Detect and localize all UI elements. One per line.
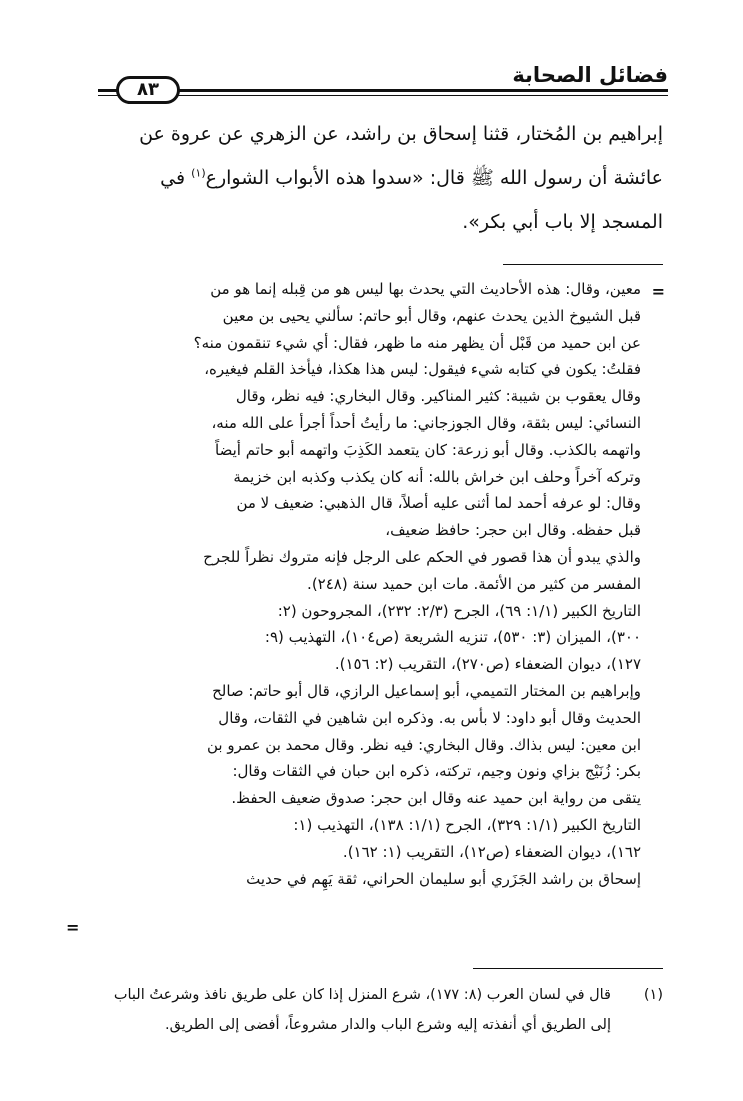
main-line-text: عائشة أن رسول الله ﷺ قال: «سدوا هذه الأبواب الشوارع <box>205 167 663 189</box>
note-line: ٣٠٠)، الميزان (٣: ٥٣٠)، تنزيه الشريعة (ص١٠٤)، التهذيب (٩: <box>264 628 641 647</box>
continuation-mark: = <box>651 282 665 301</box>
note-line: وإبراهيم بن المختار التميمي، أبو إسماعيل الرازي، قال أبو حاتم: صالح <box>212 681 641 700</box>
main-line-end: في <box>160 167 192 189</box>
note-line: ابن معين: ليس بذاك. وقال البخاري: فيه نظر. وقال محمد بن عمرو بن <box>207 735 641 754</box>
main-line: إبراهيم بن المُختار، قثنا إسحاق بن راشد، عن الزهري عن عروة عن <box>139 123 663 145</box>
footnote-line: إلى الطريق أي أنفذته إليه وشرع الباب والدار مشروعاً، أفضى إلى الطريق. <box>165 1017 611 1033</box>
footnote-number: (١) <box>643 987 663 1003</box>
page-header <box>98 62 668 102</box>
footnote-separator <box>473 968 663 969</box>
note-line: عن ابن حميد من قَبْل أن يظهر منه ما ظهر، فقال: أي شيء تنقمون منه؟ <box>193 333 641 352</box>
note-line: قبل الشيوخ الذين يحدث عنهم، وقال أبو حاتم: سألني يحيى بن معين <box>222 306 641 325</box>
note-line: واتهمه بالكذب. وقال أبو زرعة: كان يتعمد الكَذِبَ واتهمه أبو حاتم أيضاً <box>215 440 641 459</box>
note-line: ١٦٢)، ديوان الضعفاء (ص١٢)، التقريب (١: ١٦٢). <box>342 842 641 861</box>
narrator-notes <box>75 276 641 892</box>
header-rule <box>98 89 668 92</box>
note-line: وتركه آخراً وحلف ابن خراش بالله: أنه كان يكذب وكذبه ابن خزيمة <box>233 467 641 486</box>
note-line: يتقى من رواية ابن حميد عنه وقال ابن حجر: صدوق ضعيف الحفظ. <box>231 789 641 808</box>
header-rule-thin <box>98 95 668 96</box>
footnote-ref: (١) <box>191 166 206 180</box>
footnote-line: قال في لسان العرب (٨: ١٧٧)، شرع المنزل إذا كان على طريق نافذ وشرعتُ الباب <box>113 987 611 1003</box>
main-line: المسجد إلا باب أبي بكر». <box>462 211 663 233</box>
note-line: فقلتُ: يكون في كتابه شيء فيقول: ليس هذا هكذا، فيأخذ القلم فيغيره، <box>204 360 641 379</box>
footnote <box>75 980 663 1040</box>
note-line: ١٢٧)، ديوان الضعفاء (ص٢٧٠)، التقريب (٢: ١٥٦). <box>334 655 641 674</box>
note-line: قبل حفظه. وقال ابن حجر: حافظ ضعيف، <box>385 521 641 540</box>
note-line: الحديث وقال أبو داود: لا بأس به. وذكره ابن شاهين في الثقات، وقال <box>218 708 641 727</box>
note-line: المفسر من كثير من الأئمة. مات ابن حميد سنة (٢٤٨). <box>307 574 641 593</box>
note-line: بكر: زُنَيْج بزاي ونون وجيم، تركته، ذكره ابن حبان في الثقات وقال: <box>232 762 641 781</box>
note-line: التاريخ الكبير (١/١: ٣٢٩)، الجرح (١/١: ١٣٨)، التهذيب (١: <box>293 815 641 834</box>
continuation-mark-end: = <box>66 918 80 937</box>
note-line: وقال يعقوب بن شيبة: كثير المناكير. وقال البخاري: فيه نظر، وقال <box>235 387 641 406</box>
note-line: وقال: لو عرفه أحمد لما أثنى عليه أصلاً، قال الذهبي: ضعيف لا من <box>236 494 641 513</box>
notes-separator <box>503 264 663 265</box>
note-line: والذي يبدو أن هذا قصور في الحكم على الرجل فإنه متروك نظراً للجرح <box>203 547 641 566</box>
note-line: معين، وقال: هذه الأحاديث التي يحدث بها ليس هو من قِبله إنما هو من <box>210 280 641 298</box>
note-line: إسحاق بن راشد الجَزَري أبو سليمان الحراني، ثقة يَهِم في حديث <box>246 869 641 888</box>
book-title: فضائل الصحابة <box>504 62 668 88</box>
note-line: النسائي: ليس بثقة، وقال الجوزجاني: ما رأيتُ أحداً أجرأ على الله منه، <box>211 413 641 432</box>
note-line: التاريخ الكبير (١/١: ٦٩)، الجرح (٢/٣: ٢٣٢)، المجروحون (٢: <box>277 601 641 620</box>
page-number: ٨٣ <box>116 76 180 104</box>
main-line <box>78 156 663 200</box>
main-text <box>78 112 663 244</box>
footnote-body <box>75 980 611 1040</box>
